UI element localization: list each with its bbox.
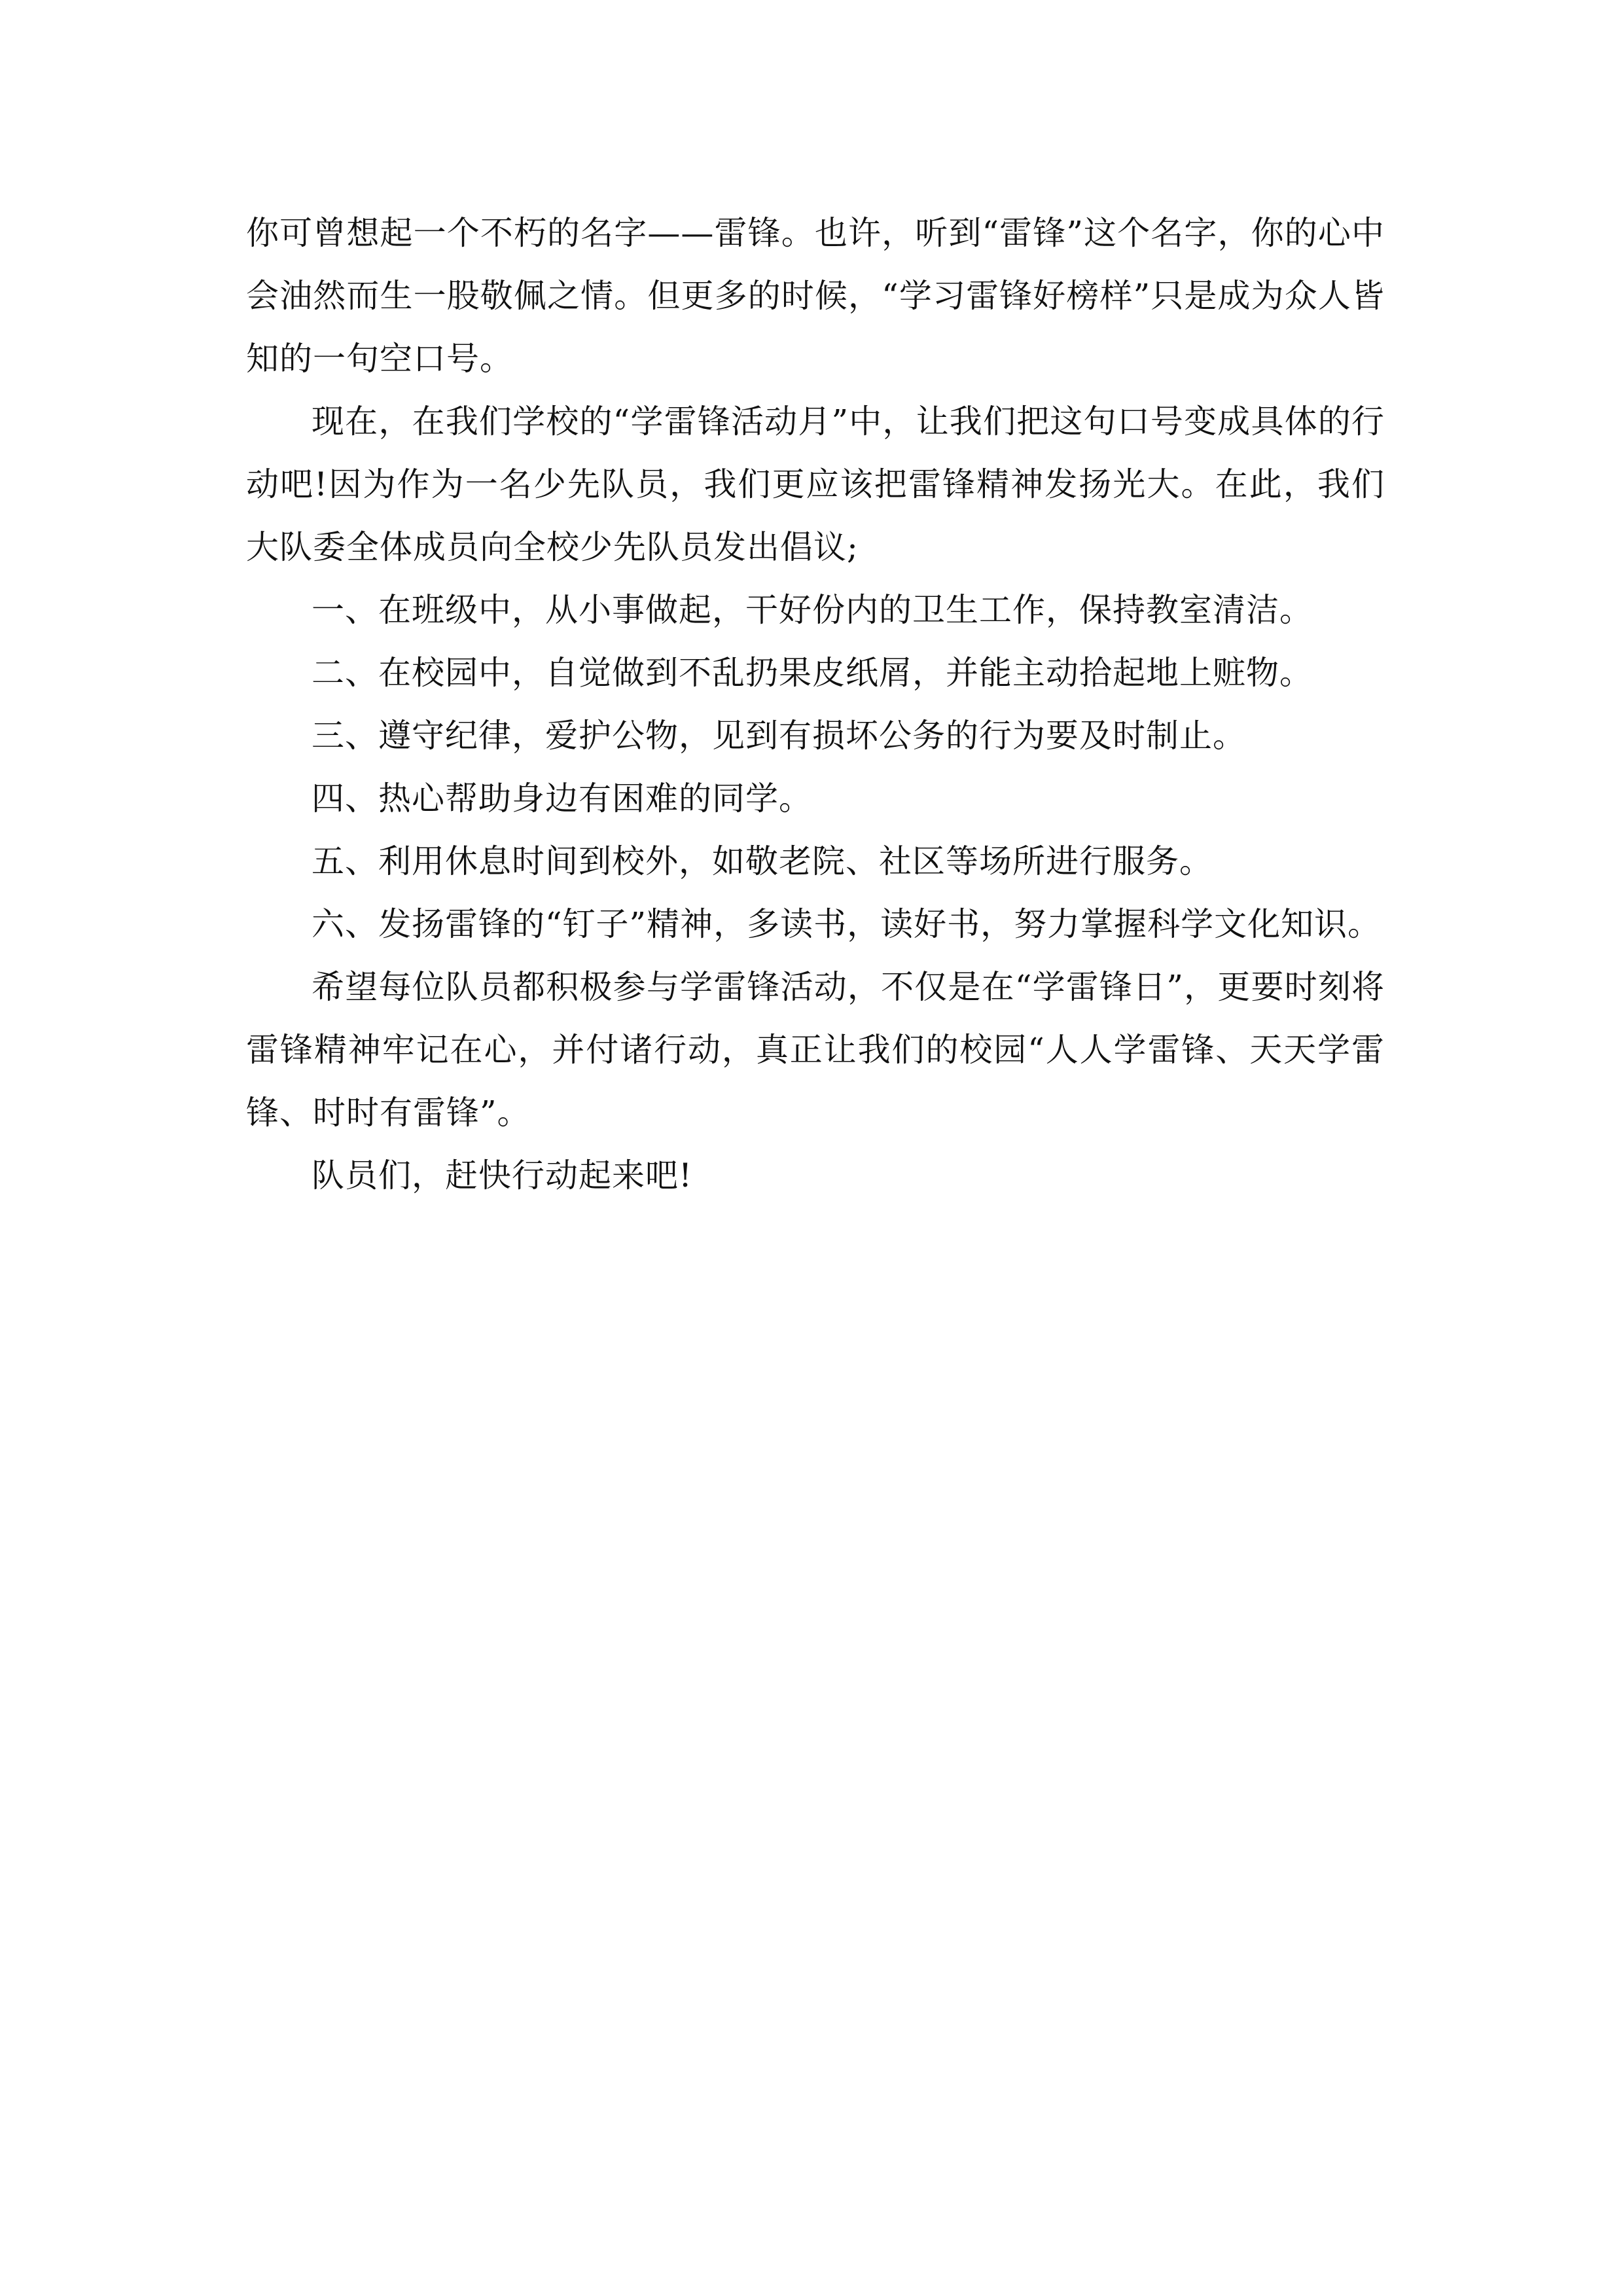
paragraph-item-1: 一、在班级中，从小事做起，干好份内的卫生工作，保持教室清洁。 bbox=[312, 591, 1313, 629]
paragraph-item-2: 二、在校园中，自觉做到不乱扔果皮纸屑，并能主动拾起地上赃物。 bbox=[312, 654, 1313, 692]
paragraph-closing: 队员们，赶快行动起来吧! bbox=[312, 1157, 693, 1194]
paragraph-hope: 希望每位队员都积极参与学雷锋活动，不仅是在“学雷锋日”，更要时刻将雷锋精神牢记在心，并付诸行动，真正让我们的校园“人人学雷锋、天天学雷锋、时时有雷锋”。 bbox=[246, 968, 1385, 1132]
paragraph-proposal: 现在，在我们学校的“学雷锋活动月”中，让我们把这句口号变成具体的行动吧!因为作为一名少先队员，我们更应该把雷锋精神发扬光大。在此，我们大队委全体成员向全校少先队员发出倡议; bbox=[246, 403, 1385, 566]
paragraph-item-5: 五、利用休息时间到校外，如敬老院、社区等场所进行服务。 bbox=[312, 842, 1213, 880]
document-body bbox=[246, 202, 1385, 1207]
paragraph-item-6: 六、发扬雷锋的“钉子”精神，多读书，读好书，努力掌握科学文化知识。 bbox=[312, 905, 1382, 943]
paragraph-item-4: 四、热心帮助身边有困难的同学。 bbox=[312, 780, 812, 817]
paragraph-intro: 你可曾想起一个不朽的名字——雷锋。也许，听到“雷锋”这个名字，你的心中会油然而生一股敬佩之情。但更多的时候，“学习雷锋好榜样”只是成为众人皆知的一句空口号。 bbox=[246, 214, 1385, 378]
paragraph-item-3: 三、遵守纪律，爱护公物，见到有损坏公务的行为要及时制止。 bbox=[312, 717, 1246, 755]
